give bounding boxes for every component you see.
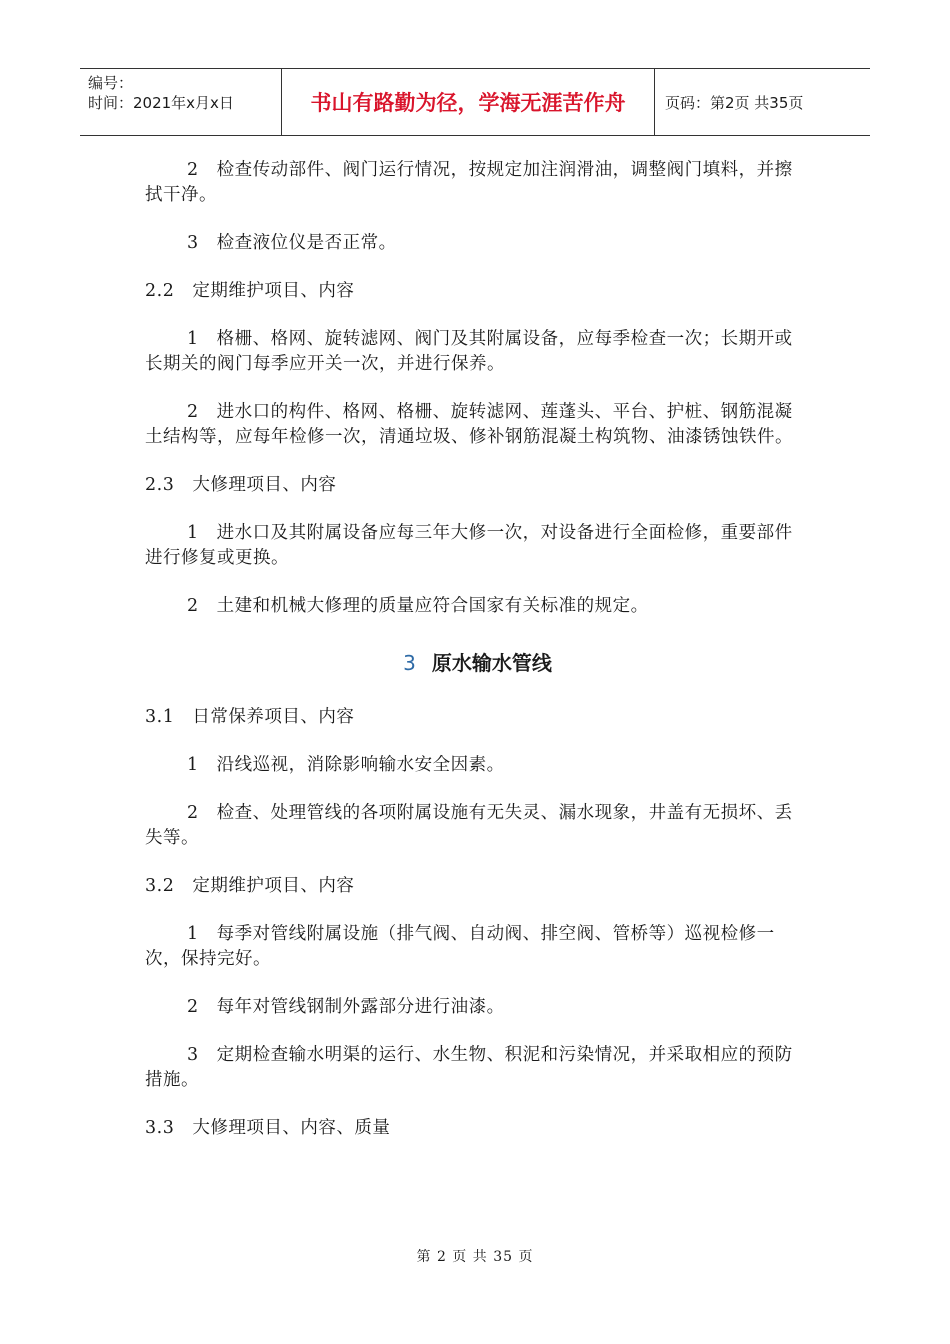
subsection-heading: 2.2 定期维护项目、内容 <box>145 281 355 301</box>
paragraph: 2 进水口的构件、格网、格栅、旋转滤网、莲蓬头、平台、护桩、钢筋混凝土结构等，应每年检修一次，清通垃圾、修补钢筋混凝土构筑物、油漆锈蚀铁件。 <box>145 402 793 447</box>
subsection-heading: 2.3 大修理项目、内容 <box>145 475 337 495</box>
paragraph: 3 检查液位仪是否正常。 <box>187 233 397 253</box>
header-motto: 书山有路勤为径，学海无涯苦作舟 <box>282 69 655 135</box>
page-footer: 第 2 页 共 35 页 <box>416 1249 534 1265</box>
section-title: 原水输水管线 <box>431 651 552 675</box>
paragraph: 1 进水口及其附属设备应每三年大修一次，对设备进行全面检修，重要部件进行修复或更换。 <box>145 523 793 568</box>
page-header <box>80 68 870 136</box>
paragraph: 2 检查传动部件、阀门运行情况，按规定加注润滑油，调整阀门填料，并擦拭干净。 <box>145 160 793 205</box>
paragraph: 3 定期检查输水明渠的运行、水生物、积泥和污染情况，并采取相应的预防措施。 <box>145 1045 793 1090</box>
document-body <box>145 158 810 1141</box>
section-heading <box>145 649 810 677</box>
paragraph: 2 土建和机械大修理的质量应符合国家有关标准的规定。 <box>187 596 649 616</box>
code-label: 编号： <box>88 74 134 92</box>
time-label: 时间：2021年x月x日 <box>88 94 234 112</box>
paragraph: 1 每季对管线附属设施（排气阀、自动阀、排空阀、管桥等）巡视检修一次，保持完好。 <box>145 924 775 969</box>
section-number: 3 <box>403 651 416 675</box>
paragraph: 1 格栅、格网、旋转滤网、阀门及其附属设备，应每季检查一次；长期开或长期关的阀门每季应开关一次，并进行保养。 <box>145 329 793 374</box>
header-meta <box>80 69 282 135</box>
paragraph: 1 沿线巡视，消除影响输水安全因素。 <box>187 755 505 775</box>
subsection-heading: 3.3 大修理项目、内容、质量 <box>145 1118 391 1138</box>
header-page-info: 页码：第2页 共35页 <box>665 93 804 112</box>
paragraph: 2 检查、处理管线的各项附属设施有无失灵、漏水现象，井盖有无损坏、丢失等。 <box>145 803 793 848</box>
subsection-heading: 3.2 定期维护项目、内容 <box>145 876 355 896</box>
paragraph: 2 每年对管线钢制外露部分进行油漆。 <box>187 997 505 1017</box>
subsection-heading: 3.1 日常保养项目、内容 <box>145 707 355 727</box>
